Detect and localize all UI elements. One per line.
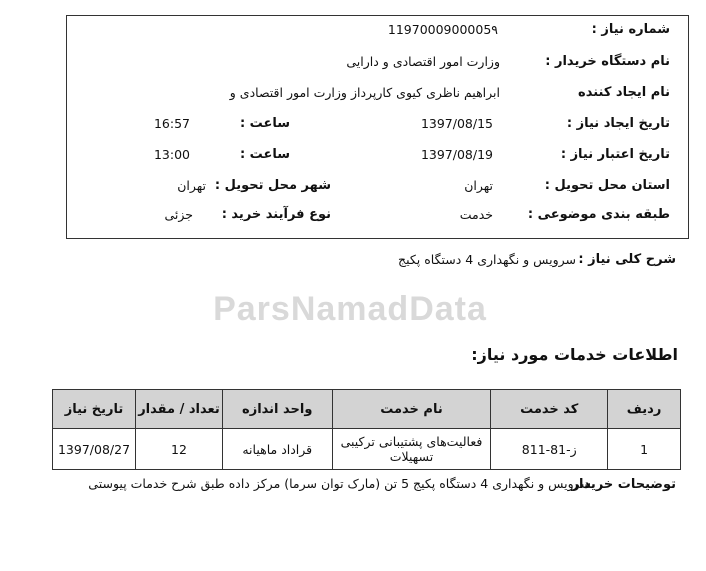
valid-time-value: 13:00 bbox=[153, 147, 190, 162]
valid-date-value: 1397/08/19 bbox=[420, 147, 493, 162]
buyer-notes-label: توضیحات خریدار bbox=[571, 477, 676, 492]
services-table bbox=[52, 389, 681, 470]
buyer-notes-value: سرویس و نگهداری 4 دستگاه پکیج 5 تن (مارک توان سرما) مرکز داده طبق شرح خدمات پیوستی bbox=[88, 476, 591, 491]
need-number-label: شماره نیاز : bbox=[591, 22, 670, 37]
buyer-org-value: وزارت امور اقتصادی و دارایی bbox=[346, 54, 500, 69]
header-service-code: کد خدمت bbox=[491, 390, 608, 429]
need-info-box bbox=[66, 15, 689, 239]
buyer-org-label: نام دستگاه خریدار : bbox=[545, 54, 670, 69]
creator-value: ابراهیم ناظری کیوی کارپرداز وزارت امور اقتصادی و bbox=[229, 85, 500, 100]
watermark: ParsNamadData bbox=[213, 290, 487, 328]
header-quantity: تعداد / مقدار bbox=[136, 390, 223, 429]
header-row-number: ردیف bbox=[608, 390, 681, 429]
cell-service-name: فعالیت‌های پشتیبانی ترکیبی تسهیلات bbox=[332, 429, 491, 470]
created-date-value: 1397/08/15 bbox=[420, 116, 493, 131]
header-service-name: نام خدمت bbox=[332, 390, 491, 429]
description-value: سرویس و نگهداری 4 دستگاه پکیج bbox=[398, 252, 576, 267]
city-value: تهران bbox=[177, 178, 206, 193]
created-time-label: ساعت : bbox=[239, 116, 290, 131]
category-label: طبقه بندی موضوعی : bbox=[527, 207, 670, 222]
header-unit: واحد اندازه bbox=[222, 390, 332, 429]
valid-date-label: تاریخ اعتبار نیاز : bbox=[560, 147, 670, 162]
creator-label: نام ایجاد کننده bbox=[578, 85, 670, 100]
cell-row-number: 1 bbox=[608, 429, 681, 470]
need-number-value: 1197000900005۹ bbox=[387, 22, 498, 37]
cell-quantity: 12 bbox=[136, 429, 223, 470]
province-label: استان محل تحویل : bbox=[544, 178, 670, 193]
cell-unit: قراداد ماهیانه bbox=[222, 429, 332, 470]
header-need-date: تاریخ نیاز bbox=[53, 390, 136, 429]
cell-service-code: ز-81-811 bbox=[491, 429, 608, 470]
process-value: جزئی bbox=[164, 207, 193, 222]
services-section-title: اطلاعات خدمات مورد نیاز: bbox=[471, 345, 678, 364]
table-row bbox=[53, 429, 681, 470]
cell-need-date: 1397/08/27 bbox=[53, 429, 136, 470]
table-header-row bbox=[53, 390, 681, 429]
category-value: خدمت bbox=[459, 207, 493, 222]
city-label: شهر محل تحویل : bbox=[214, 178, 331, 193]
valid-time-label: ساعت : bbox=[239, 147, 290, 162]
process-label: نوع فرآیند خرید : bbox=[221, 207, 331, 222]
description-label: شرح کلی نیاز : bbox=[578, 252, 676, 267]
created-time-value: 16:57 bbox=[153, 116, 190, 131]
created-date-label: تاریخ ایجاد نیاز : bbox=[566, 116, 670, 131]
province-value: تهران bbox=[464, 178, 493, 193]
